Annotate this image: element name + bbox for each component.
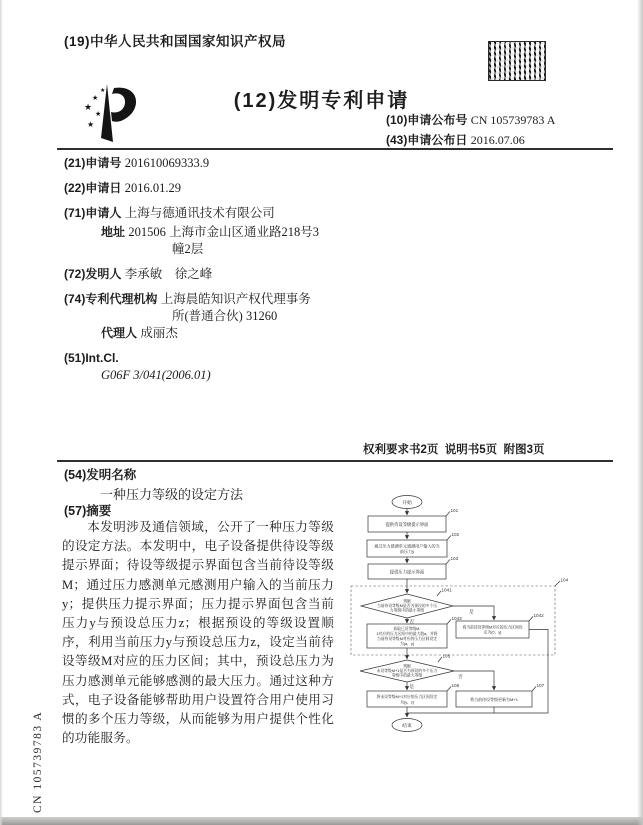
flow-ref-1041: 1041 [441, 587, 452, 593]
application-number-value: 201610069333.9 [124, 156, 210, 170]
figure-flowchart [336, 482, 632, 752]
address-label: 地址 [101, 225, 129, 239]
svg-text:★: ★ [95, 110, 102, 118]
agency-line1: 上海晨皓知识产权代理事务 [160, 292, 311, 306]
body-divider-rule [57, 460, 613, 462]
address-line2: 幢2层 [172, 242, 204, 256]
flow-ref-104: 104 [560, 577, 569, 583]
flow-step-1042-text-2: 定为(0，y] [483, 630, 502, 635]
agent-label: 代理人 [101, 326, 141, 340]
pages-summary: 权利要求书2页 说明书5页 附图3页 [363, 444, 545, 456]
flow-decision-105-text-2: 未设等级M+1是否为预设的多个压力 [376, 669, 438, 673]
bibliographic-data [64, 155, 374, 384]
scan-edge-bottom [0, 817, 643, 825]
flow-1041-yes-label: 是 [469, 609, 474, 614]
flow-ref-107: 107 [536, 683, 545, 688]
publication-date-line [386, 131, 525, 148]
flow-step-1043-text-3: 当前待设等级M对应的压力区间设定 [376, 637, 438, 641]
applicant-label: (71)申请人 [64, 206, 125, 220]
flow-step-106-text-2: 为(y，z] [400, 700, 414, 705]
flow-105-no-label: 否 [458, 674, 463, 679]
flow-step-107-text: 将当前待设等级更新为M+1 [470, 697, 518, 702]
side-publication-number: CN 105739783 A [32, 710, 44, 813]
flow-decision-1041-text-2: 当前待设等级M是否为预设的多个压 [376, 604, 438, 608]
header-divider-rule [57, 148, 613, 150]
flow-start-label: 开始 [402, 501, 412, 506]
agent-row [64, 325, 374, 342]
agency-row [64, 291, 374, 308]
publication-date-label: (43)申请公布日 [386, 133, 471, 147]
flow-step-101-text: 提供待设等级提示界面 [385, 522, 429, 527]
flow-step-106 [367, 691, 447, 707]
flow-ref-103: 103 [450, 556, 459, 561]
flow-step-1043-text-4: 为(a，y] [400, 642, 414, 646]
svg-text:★: ★ [84, 102, 93, 112]
applicant-row [64, 205, 374, 222]
address-line1: 201506 上海市金山区通业路218号3 [128, 225, 319, 239]
flow-step-106-text-1: 将未设等级M+1对应的压力区间设定 [376, 695, 438, 699]
intcl-value-row [64, 367, 374, 384]
flow-ref-105: 105 [442, 653, 451, 659]
flow-1041-no-label: 否 [409, 619, 415, 624]
document-type-title: (12)发明专利申请 [233, 90, 410, 112]
agency-row2 [64, 308, 374, 325]
publication-number-line [386, 111, 555, 128]
agency-line2: 所(普通合伙) 31260 [172, 309, 278, 323]
inventors-value: 李承敏 徐之峰 [124, 267, 213, 281]
intcl-label: (51)Int.Cl. [64, 351, 119, 365]
applicant-value: 上海与德通讯技术有限公司 [124, 206, 275, 220]
application-date-label: (22)申请日 [64, 181, 125, 195]
publication-date-value: 2016.07.06 [470, 133, 525, 147]
abstract-text: 本发明涉及通信领域，公开了一种压力等级的设定方法。本发明中，电子设备提供待设等级提示界面；待设等级提示界面包含当前待设等级M；通过压力感测单元感测用户输入的当前压力y；提供压力提示界面；压力提示界面包含当前压力y与预设总压力z；根据预设的等级设置顺序，利用当前压力y与预设总压力z，设定当前待设等级M对应的压力区间；其中，预设总压力为压力感测单元能够感测的最大压力。通过这种方式，电子设备能够帮助用户设置符合用户使用习惯的多个压力等级，从而能够为用户提供个性化的功能服务。 [62, 520, 334, 746]
application-number-label: (21)申请号 [64, 156, 125, 170]
flow-step-1042-text-1: 将当前待设等级M对应的压力区间设 [462, 625, 523, 630]
applicant-address-row2 [64, 241, 374, 258]
flow-step-1043-text-1: 获取已设等级M- [393, 627, 421, 631]
svg-text:★: ★ [87, 120, 95, 129]
flow-decision-105-text-1: 判断 [403, 664, 411, 669]
intcl-value: G06F 3/041(2006.01) [101, 368, 211, 382]
patent-office-name: (19)中华人民共和国国家知识产权局 [64, 34, 287, 49]
flow-ref-1043: 1043 [451, 616, 462, 621]
abstract-label: (57)摘要 [64, 504, 112, 518]
agency-label: (74)专利代理机构 [64, 292, 161, 306]
document-barcode [489, 42, 545, 80]
applicant-address-row [64, 224, 374, 241]
publication-number-value: CN 105739783 A [470, 113, 556, 127]
application-date-value: 2016.01.29 [124, 181, 181, 195]
flow-step-103-text: 提供压力提示界面 [389, 569, 425, 575]
inventors-row [64, 266, 374, 283]
svg-text:★: ★ [100, 88, 106, 94]
flow-ref-106: 106 [451, 683, 460, 688]
flow-ref-101: 101 [450, 508, 459, 513]
scan-edge-left [0, 0, 3, 825]
flow-step-1042 [456, 621, 529, 638]
flow-step-102-text-1: 通过压力感测单元感测用户输入的当 [374, 543, 440, 549]
flow-step-102-text-2: 前压力y [399, 549, 415, 554]
flow-end-label: 结束 [402, 724, 412, 729]
intcl-row [64, 350, 374, 367]
inventors-label: (72)发明人 [64, 267, 125, 281]
application-number-row [64, 155, 374, 172]
publication-number-label: (10)申请公布号 [386, 113, 471, 127]
flow-decision-1041-text-3: 力等级中的最小等级 [389, 608, 425, 613]
flow-105-yes-label: 是 [409, 684, 415, 689]
flow-decision-105-text-3: 等级中的最大等级 [391, 673, 423, 678]
flow-ref-1042: 1042 [533, 613, 544, 618]
scan-edge-right [637, 0, 643, 825]
invention-title-label: (54)发明名称 [64, 468, 137, 482]
flow-decision-1041-text-1: 判断 [403, 599, 411, 604]
agent-value: 成丽杰 [140, 326, 178, 340]
flow-step-1043-text-2: 1对应的压力区间中的最大值a，并将 [376, 632, 438, 636]
invention-title: 一种压力等级的设定方法 [100, 487, 244, 502]
flow-ref-102: 102 [451, 532, 460, 537]
application-date-row [64, 180, 374, 197]
svg-text:★: ★ [92, 94, 99, 102]
